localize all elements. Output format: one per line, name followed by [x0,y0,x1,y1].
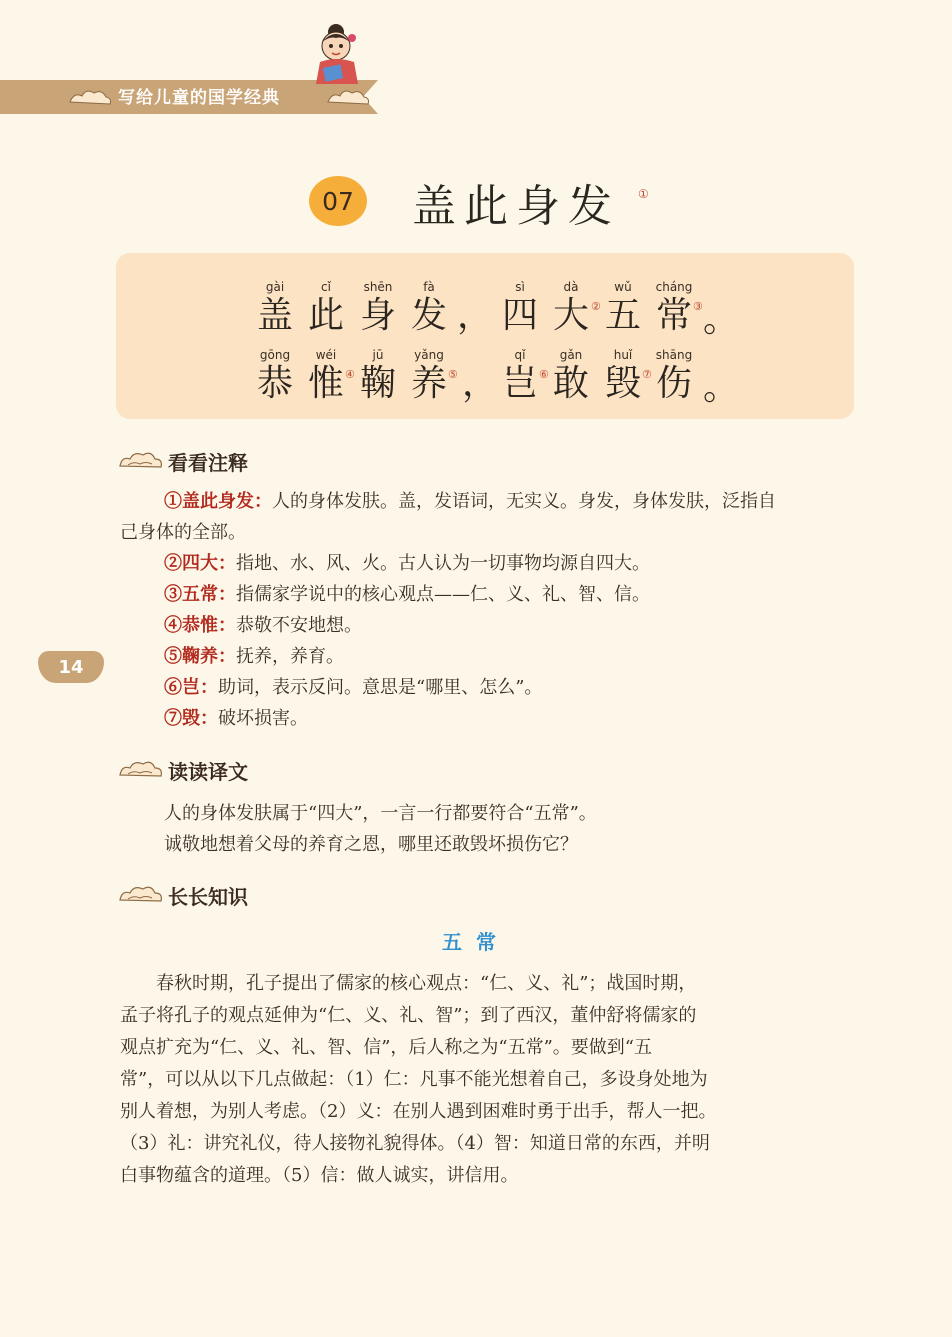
verse-char: shāng 伤 [655,348,693,404]
series-title: 写给儿童的国学经典 [118,88,280,108]
verse-char: fà 发 [410,280,447,336]
notes-heading [118,448,248,474]
knowledge-line: 春秋时期，孔子提出了儒家的核心观点：“仁、义、礼”；战国时期， [120,973,697,994]
verse-period: 。 [703,299,740,340]
translation-line: 人的身体发肤属于“四大”，一言一行都要符合“五常”。 [164,803,597,824]
verse-char: gǎn 敢 [552,348,589,404]
knowledge-subtitle: 五常 [442,930,510,954]
note-item: ①盖此身发：人的身体发肤。盖，发语词，无实义。身发，身体发肤，泛指自 [164,491,776,512]
note-item: ⑤鞠养：抚养，养育。 [164,646,344,667]
knowledge-heading [118,882,248,908]
footnote-mark: ② [591,300,601,313]
knowledge-line: （3）礼：讲究礼仪，待人接物礼貌得体。（4）智：知道日常的东西，并明 [120,1133,710,1154]
title-footnote-mark: ① [638,187,649,201]
cloud-icon [68,88,112,108]
verse-period: 。 [703,367,740,408]
footnote-mark: ③ [693,300,703,313]
verse-char: yǎng 养 [410,348,447,404]
cloud-icon [326,88,370,108]
note-item-continuation: 己身体的全部。 [120,522,246,543]
verse-comma: ， [462,363,499,404]
note-item: ⑦毁：破坏损害。 [164,708,308,729]
knowledge-line: 常”，可以从以下几点做起：（1）仁：凡事不能光想着自己，多设身处地为 [120,1069,708,1090]
translation-heading [118,757,248,783]
verse-char: gōng 恭 [256,348,293,404]
verse-char: qǐ 岂 [501,348,538,404]
cloud-icon [118,759,164,781]
footnote-mark: ④ [345,368,355,381]
verse-char: cháng 常 [655,280,693,336]
verse-char: jū 鞠 [359,348,396,404]
note-item: ⑥岂：助词，表示反问。意思是“哪里、怎么”。 [164,677,543,698]
translation-line: 诚敬地想着父母的养育之恩，哪里还敢毁坏损伤它？ [164,834,578,855]
page-number: 14 [38,651,104,683]
footnote-mark: ⑦ [642,368,652,381]
verse-char: cǐ 此 [307,280,344,336]
cloud-icon [118,884,164,906]
note-item: ③五常：指儒家学说中的核心观点——仁、义、礼、智、信。 [164,584,650,605]
translation-heading-text: 读读译文 [168,759,248,784]
note-item: ②四大：指地、水、风、火。古人认为一切事物均源自四大。 [164,553,650,574]
verse-char: wǔ 五 [604,280,641,336]
knowledge-line: 白事物蕴含的道理。（5）信：做人诚实，讲信用。 [120,1165,519,1186]
verse-char: shēn 身 [359,280,396,336]
cloud-icon [118,450,164,472]
footnote-mark: ⑥ [539,368,549,381]
verse-char: gài 盖 [256,280,293,336]
footnote-mark: ⑤ [448,368,458,381]
verse-char: huǐ 毁 [604,348,641,404]
knowledge-heading-text: 长长知识 [168,884,248,909]
verse-char: wéi 惟 [307,348,344,404]
verse-char: sì 四 [501,280,538,336]
verse-comma: ， [457,295,494,336]
lesson-number-badge: 07 [309,176,367,226]
note-item: ④恭惟：恭敬不安地想。 [164,615,362,636]
verse-char: dà 大 [552,280,589,336]
knowledge-line: 别人着想，为别人考虑。（2）义：在别人遇到困难时勇于出手，帮人一把。 [120,1101,717,1122]
notes-heading-text: 看看注释 [168,450,248,475]
lesson-title: 盖此身发 [412,181,620,232]
knowledge-line: 观点扩充为“仁、义、礼、智、信”，后人称之为“五常”。要做到“五 [120,1037,653,1058]
child-reader-illustration [302,22,372,84]
knowledge-line: 孟子将孔子的观点延伸为“仁、义、礼、智”；到了西汉，董仲舒将儒家的 [120,1005,697,1026]
